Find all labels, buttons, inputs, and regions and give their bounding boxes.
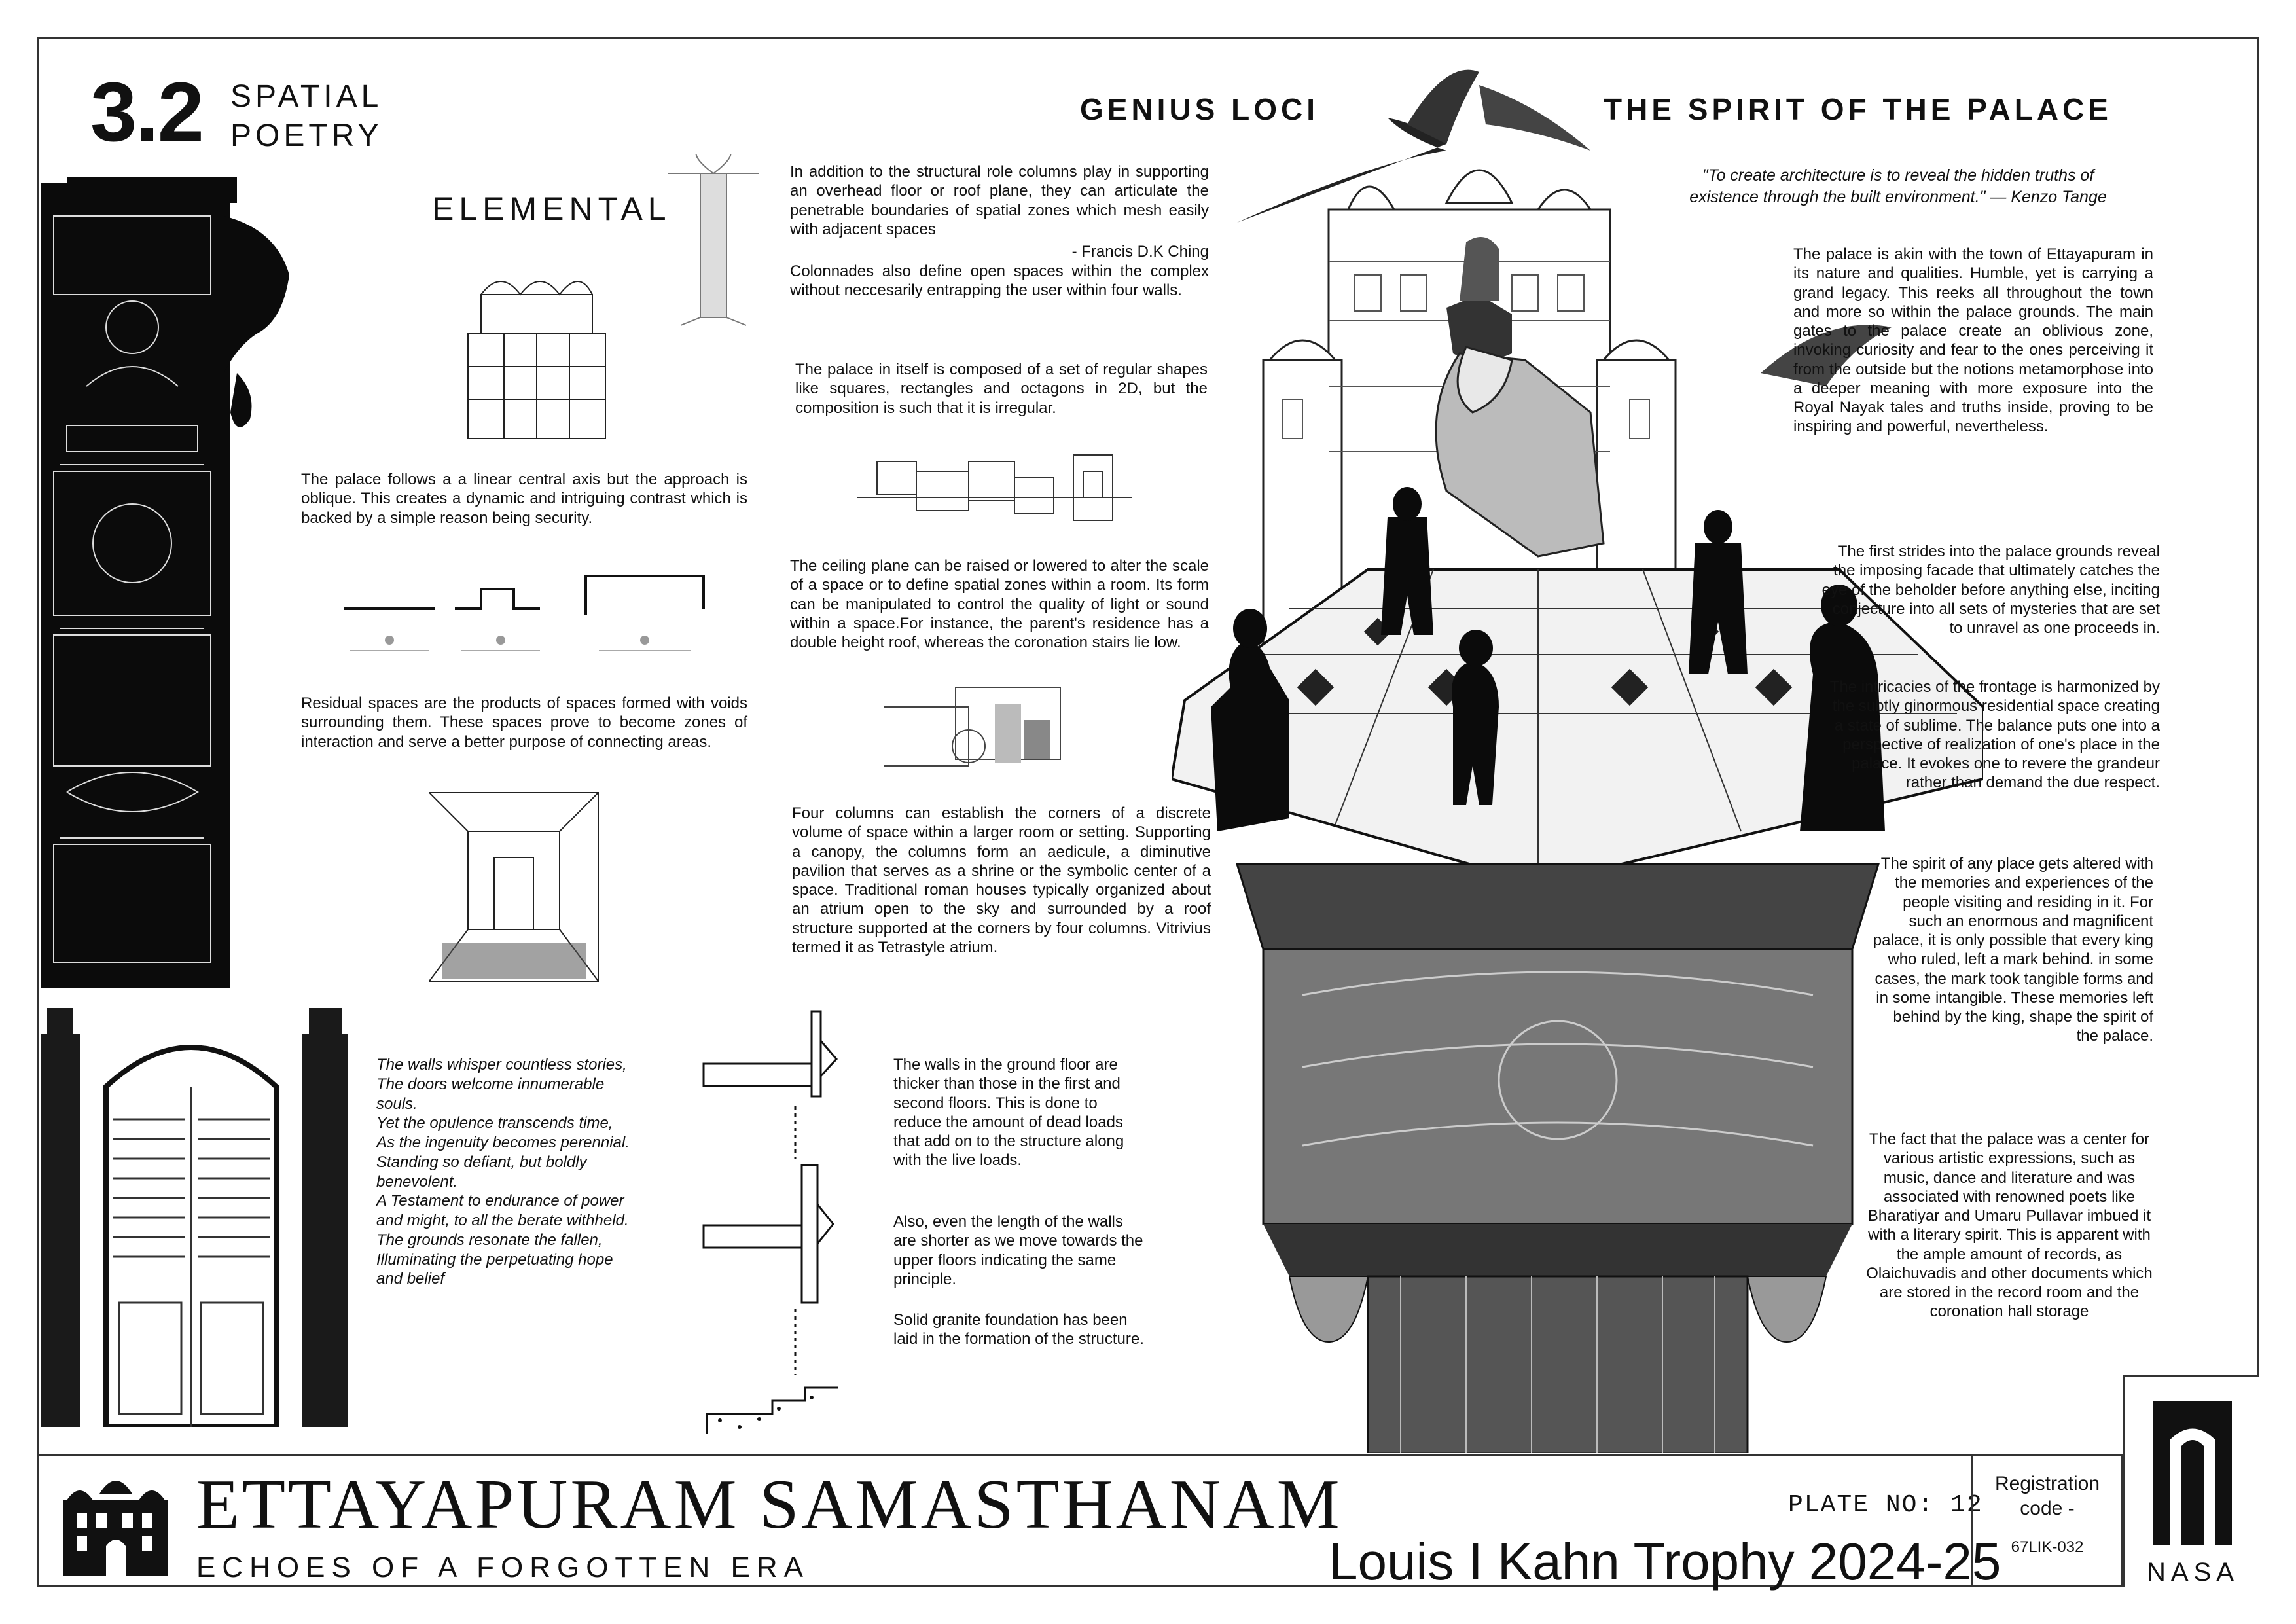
- plate-number: PLATE NO: 12: [1788, 1491, 1983, 1519]
- footer-title: ETTAYAPURAM SAMASTHANAM: [196, 1466, 1342, 1543]
- ching-attribution: - Francis D.K Ching: [1071, 243, 1209, 261]
- four-columns-paragraph: Four columns can establish the corners of a discrete volume of space within a larger room or setting. Supporting a canopy, the columns form an aedicule, a diminutive pavilion that serves as a shrine or the symbolic center of a space. Traditional roman houses typically organized about an atrium open to the sky and surrounded by a roof structure supported at the corners by four columns. Vitrivius termed it as Tetrastyle atrium.: [792, 804, 1211, 956]
- peacock-icon: [1237, 70, 1590, 223]
- genius-loci-heading: GENIUS LOCI: [1080, 92, 1319, 126]
- trophy-label: Louis I Kahn Trophy 2024-25: [1329, 1532, 2001, 1591]
- nasa-wordmark: NASA: [2147, 1558, 2239, 1587]
- spirit-heading: THE SPIRIT OF THE PALACE: [1604, 92, 2112, 126]
- ceiling-paragraph: The ceiling plane can be raised or lowered to alter the scale of a space or to define spatial zones within a room. Its form can be manipulated to control the quality of light or sound within a space.For instance, the parent's residence has a double height roof, whereas the coronation stairs lie low.: [790, 557, 1209, 652]
- palace-logo-icon: [54, 1461, 178, 1579]
- wall-section-diagram: [681, 1008, 864, 1434]
- corridor-perspective-sketch: [429, 792, 599, 982]
- shapes-paragraph: The palace in itself is composed of a set of regular shapes like squares, rectangles and octagons in 2D, but the composition is such that it is irregular.: [795, 361, 1208, 417]
- kenzo-tange-quote: "To create architecture is to reveal the hidden truths of existence through the built environment." — Kenzo Tange: [1689, 166, 2107, 206]
- walls-length-paragraph: Also, even the length of the walls are shorter as we move towards the upper floors indicating the same principle.: [893, 1213, 1143, 1288]
- section-number: 3.2: [90, 65, 203, 159]
- nasa-logo-icon: [2153, 1401, 2232, 1545]
- palace-elevation-sketch: [455, 262, 612, 445]
- frontage-paragraph: The intricacies of the frontage is harmonized by the subtly ginormous residential space creating a state of sublime. The balance puts one into a perspective of realization of one's place in the palace. It evokes one to revere the grandeur rather than demand the due respect.: [1829, 678, 2160, 792]
- plan-composition-diagram: [857, 448, 1132, 527]
- walls-poem: The walls whisper countless stories, The doors welcome innumerable souls. Yet the opulence transcends time, As the ingenuity becomes perennial. Standing so defiant, but boldly benevolent. A Testament to endurance of power and might, to all the berate withheld. The grounds resonate the fallen, Illuminating the perpetuating hope and belief: [376, 1056, 630, 1288]
- palace-town-paragraph: The palace is akin with the town of Ettayapuram in its nature and qualities. Humble, yet is carrying a grand legacy. This reeks all throughout the town and more so within the palace grounds. The main gates to the palace create an oblivious zone, invoking curiosity and fear to the ones perceiving it from the outside but the notions metamorphose into a deeper meaning with more exposure into the Royal Nayak tales and truths inside, proving to be inspiring and powerful, nevertheless.: [1793, 245, 2153, 436]
- registration-code: 67LIK-032: [2011, 1538, 2084, 1556]
- section-word-2: POETRY: [230, 118, 383, 153]
- section-word-1: SPATIAL: [230, 79, 383, 114]
- footer-subtitle: ECHOES OF A FORGOTTEN ERA: [196, 1551, 810, 1583]
- pillar-illustration: [41, 177, 292, 988]
- overlap-diagram: [884, 687, 1086, 772]
- footer-divider: [37, 1454, 2259, 1456]
- residual-spaces-paragraph: Residual spaces are the products of spaces formed with voids surrounding them. These spaces prove to become zones of interaction and serve a better purpose of connecting areas.: [301, 695, 747, 751]
- colonnades-paragraph: Colonnades also define open spaces within the complex without neccesarily entrapping the user within four walls.: [790, 262, 1209, 300]
- column-tree-sketch: [661, 154, 766, 331]
- elemental-heading: ELEMENTAL: [432, 190, 672, 227]
- registration-label: Registration code -: [1994, 1473, 2100, 1519]
- granite-paragraph: Solid granite foundation has been laid in the formation of the structure.: [893, 1311, 1144, 1348]
- ceiling-height-diagram: [344, 569, 710, 655]
- first-strides-paragraph: The first strides into the palace grounds reveal the imposing facade that ultimately catches the eye of the beholder before anything else, inciting conjecture into all sets of mysteries that are set to unravel as one proceeds in.: [1821, 543, 2160, 638]
- axis-paragraph: The palace follows a a linear central axis but the approach is oblique. This creates a dynamic and intriguing contrast which is backed by a simple reason being security.: [301, 471, 747, 527]
- walls-thickness-paragraph: The walls in the ground floor are thicker than those in the first and second floors. This is done to reduce the amount of dead loads that add on to the structure along with the live loads.: [893, 1056, 1124, 1170]
- columns-paragraph: In addition to the structural role columns play in supporting an overhead floor or roof plane, they can articulate the penetrable boundaries of spatial zones which mesh easily with adjacent spaces: [790, 163, 1209, 238]
- artistic-expressions-paragraph: The fact that the palace was a center for various artistic expressions, such as music, dance and literature and was associated with renowned poets like Bharatiyar and Umaru Pullavar imbued it with a literary spirit. This is apparent with the ample amount of records, as Olaichuvadis and other documents which are stored in the record room and the coronation hall storage: [1866, 1130, 2153, 1321]
- spirit-memories-paragraph: The spirit of any place gets altered with the memories and experiences of the people visiting and residing in it. For such an enormous and magnificent palace, it is only possible that every king who ruled, left a mark behind. in some cases, the mark took tangible forms and in some intangible. These memories left behind by the king, shape the spirit of the palace.: [1873, 855, 2153, 1045]
- door-illustration: [41, 1008, 348, 1427]
